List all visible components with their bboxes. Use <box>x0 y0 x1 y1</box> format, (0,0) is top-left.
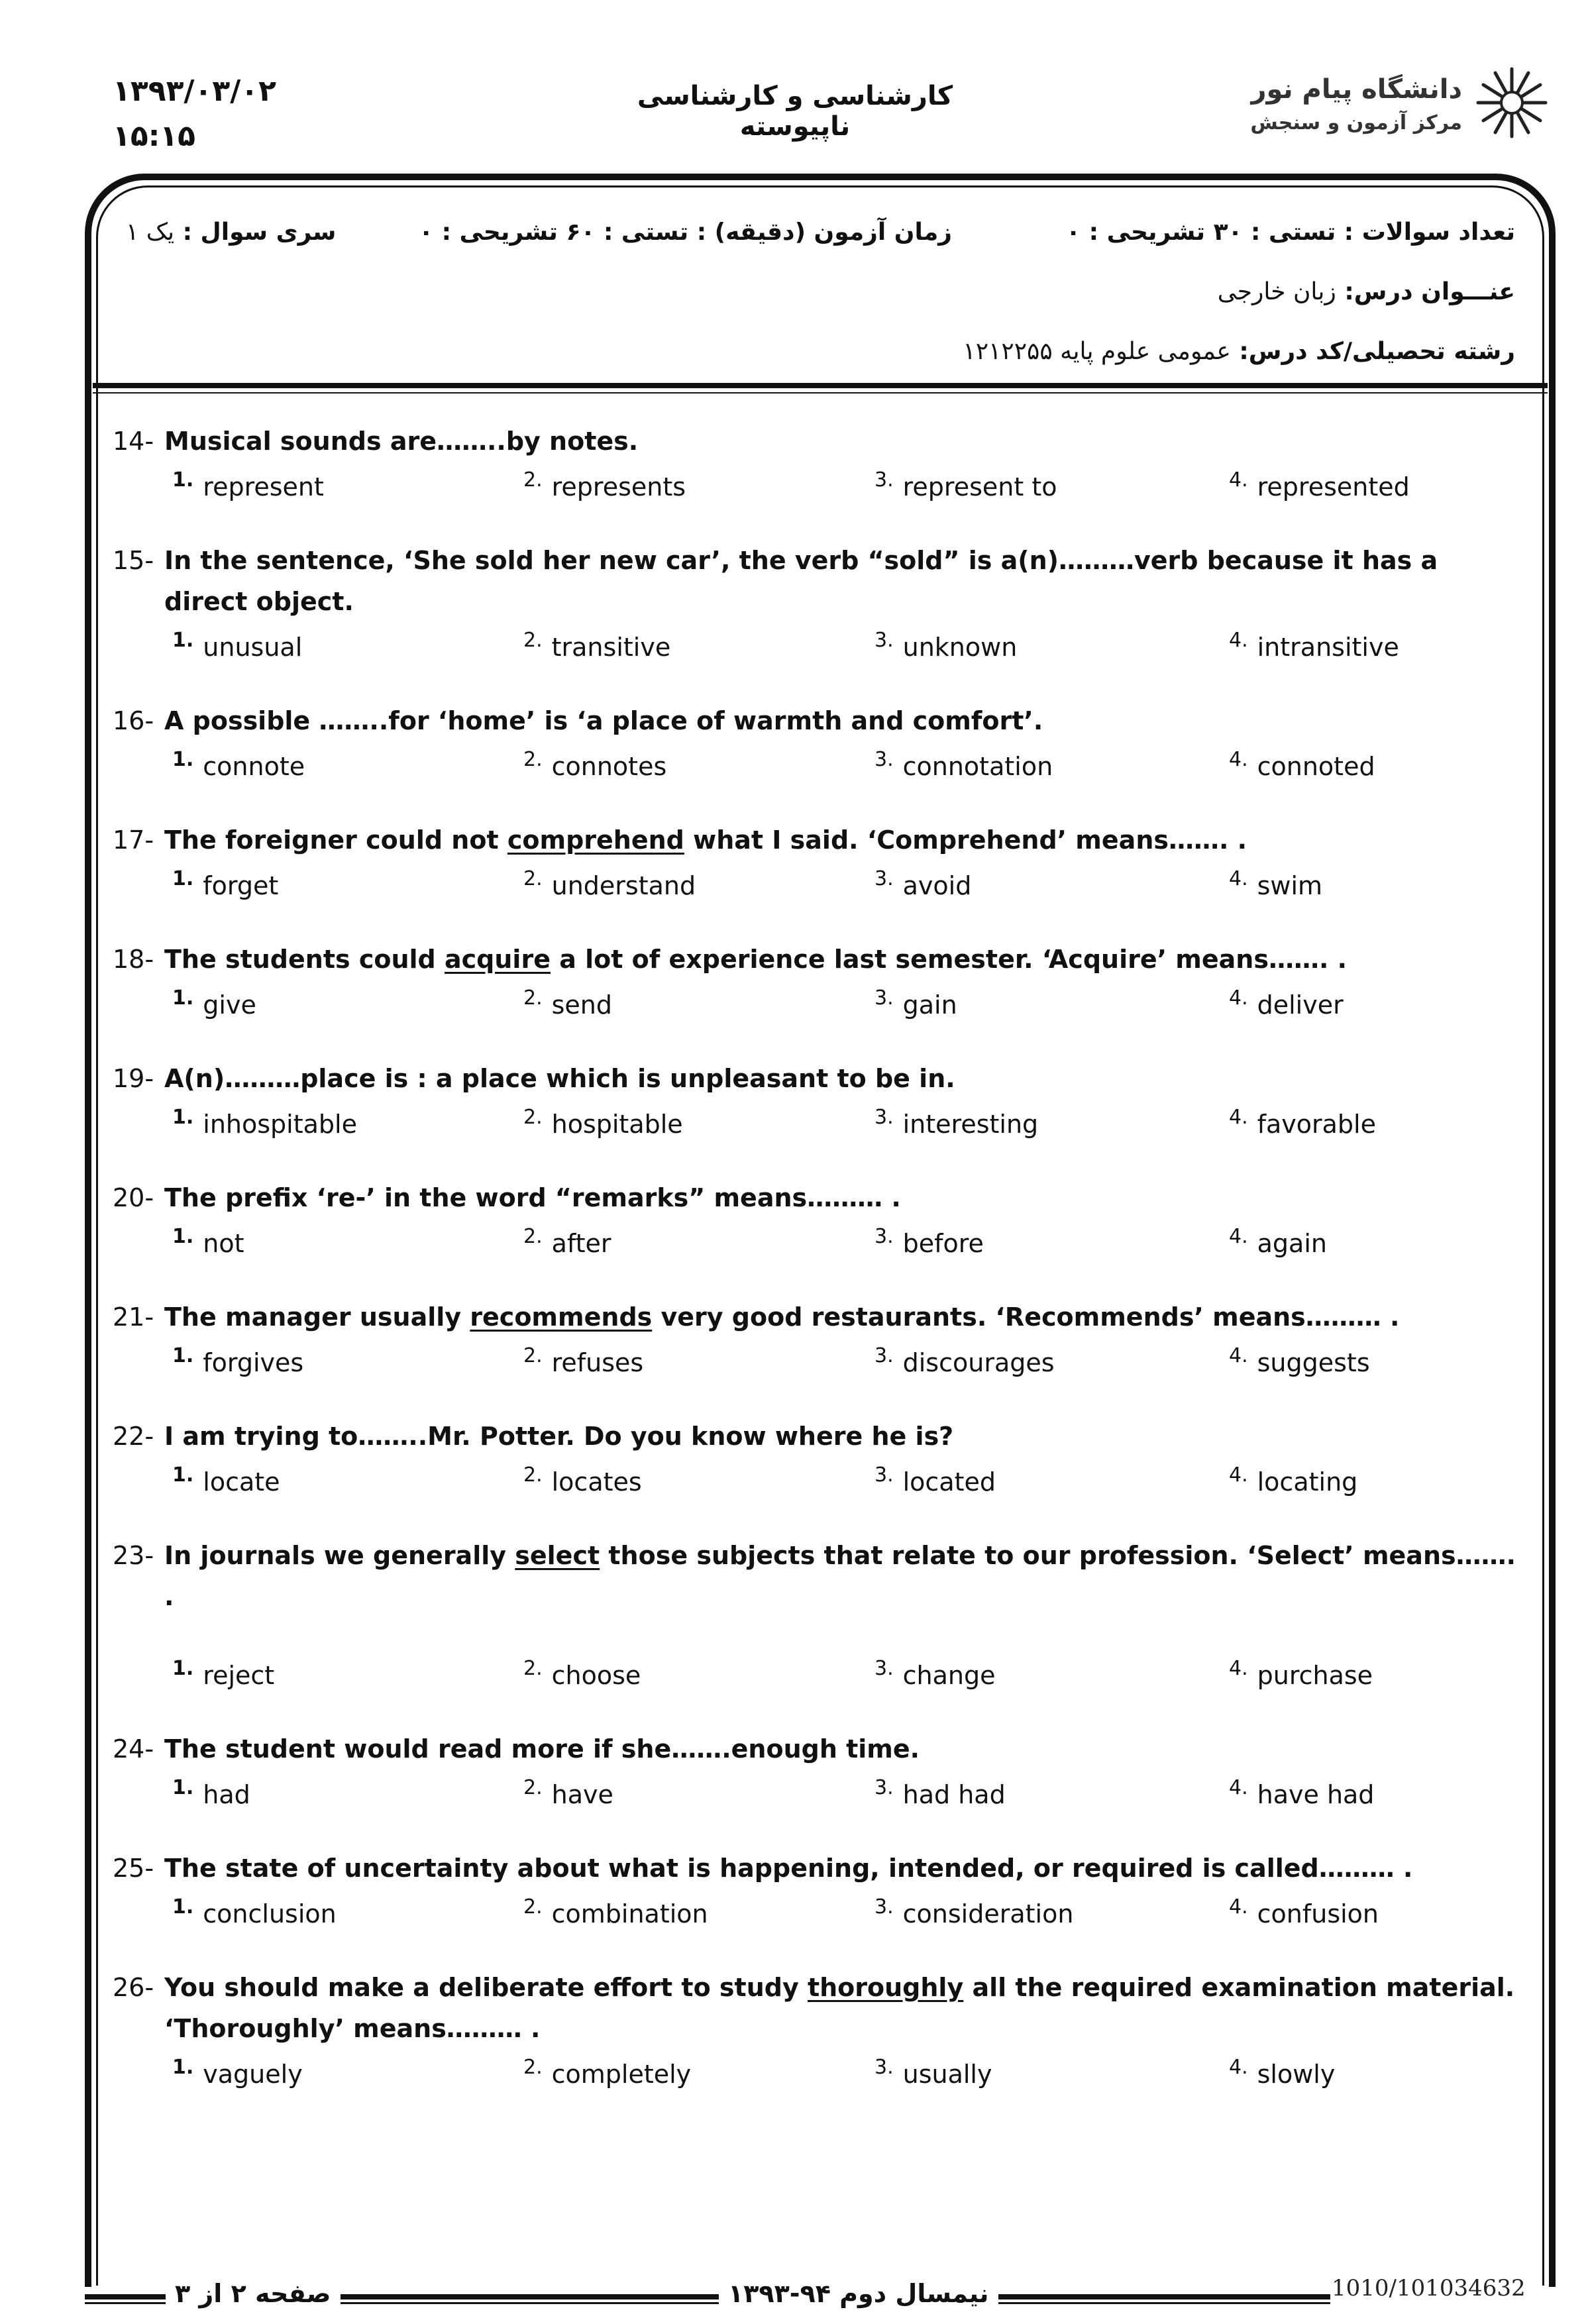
option-number: 1. <box>172 629 194 652</box>
option-number: 4. <box>1229 1657 1248 1680</box>
question-text <box>164 819 1517 861</box>
option-number: 2. <box>523 1225 543 1248</box>
question-text-part: The manager usually <box>164 1302 470 1332</box>
answer-option <box>172 1776 250 1809</box>
university-name: دانشگاه پیام نور <box>1251 74 1462 105</box>
question-text <box>164 939 1517 980</box>
option-number: 3. <box>874 1657 894 1680</box>
option-number: 1. <box>172 867 194 890</box>
option-text: combination <box>551 1899 708 1928</box>
option-text: unknown <box>902 633 1018 662</box>
option-number: 2. <box>523 629 543 652</box>
option-row <box>113 861 1517 919</box>
option-number: 3. <box>874 1225 894 1248</box>
question-stem <box>113 421 1517 462</box>
answer-option <box>172 1225 244 1258</box>
question-text-part: all the required examination material. ‘Thoroughly’ means……… . <box>164 1973 1515 2043</box>
answer-option <box>874 748 1053 781</box>
answer-option <box>523 986 612 1020</box>
option-row <box>113 1338 1517 1396</box>
option-text: choose <box>551 1661 641 1690</box>
option-number: 2. <box>523 2056 543 2079</box>
answer-option <box>523 1463 642 1497</box>
option-number: 4. <box>1229 629 1248 652</box>
option-text: connotation <box>902 752 1053 781</box>
question-number: 21- <box>113 1302 154 1332</box>
question-stem <box>113 819 1517 861</box>
option-text: not <box>203 1229 244 1258</box>
answer-option <box>874 468 1057 502</box>
option-number: 4. <box>1229 867 1248 890</box>
option-number: 1. <box>172 1776 194 1799</box>
exam-date: ۱۳۹۳/۰۳/۰۲ <box>113 74 276 108</box>
question-item <box>113 1177 1517 1296</box>
answer-option <box>523 748 666 781</box>
answer-option <box>172 468 324 502</box>
question-text <box>164 1177 1517 1218</box>
option-number: 4. <box>1229 1106 1248 1129</box>
question-number: 17- <box>113 825 154 855</box>
answer-option <box>172 986 256 1020</box>
option-text: after <box>551 1229 611 1258</box>
option-text: discourages <box>902 1348 1055 1377</box>
option-number: 1. <box>172 2056 194 2079</box>
answer-option <box>523 1895 708 1928</box>
answer-option <box>1229 1344 1370 1377</box>
option-text: consideration <box>902 1899 1074 1928</box>
question-text-part: a lot of experience last semester. ‘Acquire’ means……. . <box>550 945 1348 974</box>
option-number: 4. <box>1229 1776 1248 1799</box>
option-number: 4. <box>1229 1225 1248 1248</box>
answer-option <box>172 629 302 662</box>
answer-option <box>1229 986 1344 1020</box>
page-number: صفحه ۲ از ۳ <box>166 2279 341 2308</box>
underlined-keyword: acquire <box>445 945 551 974</box>
question-item <box>113 1296 1517 1416</box>
question-number: 23- <box>113 1541 154 1570</box>
answer-option <box>523 468 686 502</box>
option-text: vaguely <box>203 2060 303 2089</box>
option-number: 1. <box>172 1463 194 1487</box>
option-text: usually <box>902 2060 992 2089</box>
assessment-center-name: مرکز آزمون و سنجش <box>1250 111 1462 134</box>
option-number: 2. <box>523 986 543 1010</box>
option-text: represent to <box>902 472 1057 502</box>
question-text <box>164 1296 1517 1338</box>
option-number: 2. <box>523 1106 543 1129</box>
option-number: 2. <box>523 1463 543 1487</box>
option-row <box>113 980 1517 1038</box>
option-number: 2. <box>523 1776 543 1799</box>
option-number: 2. <box>523 1657 543 1680</box>
option-number: 2. <box>523 867 543 890</box>
option-text: suggests <box>1257 1348 1370 1377</box>
question-number: 22- <box>113 1422 154 1451</box>
question-text-part: In journals we generally <box>164 1541 515 1570</box>
option-number: 1. <box>172 748 194 771</box>
answer-option <box>172 1106 357 1139</box>
answer-option <box>1229 468 1410 502</box>
question-item <box>113 819 1517 939</box>
question-item <box>113 1967 1517 2127</box>
answer-option <box>172 2056 303 2089</box>
option-row <box>113 1099 1517 1157</box>
option-row <box>113 1889 1517 1947</box>
option-text: avoid <box>902 871 972 900</box>
answer-option <box>874 1344 1055 1377</box>
answer-option <box>172 748 305 781</box>
option-text: give <box>203 990 256 1020</box>
option-number: 4. <box>1229 986 1248 1010</box>
question-stem <box>113 1416 1517 1457</box>
option-text: send <box>551 990 613 1020</box>
question-text-part: The student would read more if she…….enough time. <box>164 1734 920 1764</box>
answer-option <box>874 1776 1006 1809</box>
question-number: 24- <box>113 1734 154 1764</box>
answer-option <box>874 1895 1073 1928</box>
answer-option <box>874 1657 995 1690</box>
question-text-part: A(n)………place is : a place which is unpleasant to be in. <box>164 1064 955 1093</box>
question-text-part: I am trying to……..Mr. Potter. Do you know where he is? <box>164 1422 954 1451</box>
question-text-part: The prefix ‘re-’ in the word “remarks” means……… . <box>164 1183 901 1212</box>
option-number: 4. <box>1229 468 1248 492</box>
option-text: locate <box>203 1467 280 1497</box>
option-text: favorable <box>1257 1110 1376 1139</box>
option-number: 3. <box>874 748 894 771</box>
option-number: 3. <box>874 629 894 652</box>
option-number: 4. <box>1229 2056 1248 2079</box>
option-number: 4. <box>1229 1344 1248 1367</box>
option-text: confusion <box>1257 1899 1379 1928</box>
option-number: 1. <box>172 1895 194 1919</box>
option-number: 1. <box>172 1106 194 1129</box>
option-text: hospitable <box>551 1110 683 1139</box>
question-text <box>164 700 1517 741</box>
question-text <box>164 1848 1517 1889</box>
answer-option <box>172 1344 303 1377</box>
exam-time: ۱۵:۱۵ <box>113 119 196 153</box>
option-text: connotes <box>551 752 667 781</box>
option-text: locates <box>551 1467 642 1497</box>
option-text: have had <box>1257 1780 1375 1809</box>
option-text: gain <box>902 990 957 1020</box>
answer-option <box>523 2056 691 2089</box>
option-number: 4. <box>1229 1463 1248 1487</box>
question-number: 20- <box>113 1183 154 1212</box>
option-row <box>113 2049 1517 2107</box>
question-item <box>113 1848 1517 1967</box>
field-and-course-code: رشته تحصیلی/کد درس: عمومی علوم پایه ۱۲۱۲۲۵۵ <box>963 338 1515 365</box>
question-text <box>164 1058 1517 1099</box>
option-text: locating <box>1257 1467 1358 1497</box>
answer-option <box>172 1895 337 1928</box>
option-number: 3. <box>874 1344 894 1367</box>
option-row <box>113 622 1517 680</box>
semester-label: نیمسال دوم ۹۴-۱۳۹۳ <box>719 2279 998 2308</box>
question-stem <box>113 1848 1517 1889</box>
answer-option <box>1229 1463 1357 1497</box>
question-text-part: what I said. ‘Comprehend’ means……. . <box>684 825 1247 855</box>
option-number: 3. <box>874 2056 894 2079</box>
option-row <box>113 1457 1517 1515</box>
option-text: slowly <box>1257 2060 1336 2089</box>
question-number: 25- <box>113 1854 154 1883</box>
answer-option <box>1229 867 1322 900</box>
answer-option <box>1229 629 1399 662</box>
course-title: عنـــوان درس: زبان خارجی <box>1217 278 1515 305</box>
option-number: 4. <box>1229 748 1248 771</box>
option-number: 2. <box>523 468 543 492</box>
option-text: again <box>1257 1229 1327 1258</box>
answer-option <box>523 629 670 662</box>
option-text: connoted <box>1257 752 1375 781</box>
answer-option <box>1229 748 1375 781</box>
question-stem <box>113 1535 1517 1617</box>
answer-option <box>1229 2056 1335 2089</box>
option-text: transitive <box>551 633 671 662</box>
answer-option <box>874 986 957 1020</box>
option-text: completely <box>551 2060 692 2089</box>
option-number: 3. <box>874 1776 894 1799</box>
answer-option <box>523 1657 641 1690</box>
option-number: 3. <box>874 1106 894 1129</box>
underlined-keyword: select <box>515 1541 600 1570</box>
option-row <box>113 1769 1517 1828</box>
option-text: purchase <box>1257 1661 1373 1690</box>
option-number: 3. <box>874 867 894 890</box>
question-item <box>113 421 1517 540</box>
question-number: 26- <box>113 1973 154 2002</box>
question-text-part: The students could <box>164 945 445 974</box>
option-text: forget <box>203 871 279 900</box>
question-stem <box>113 1058 1517 1099</box>
question-item <box>113 540 1517 700</box>
option-text: before <box>902 1229 984 1258</box>
option-row <box>113 1218 1517 1277</box>
option-row <box>113 741 1517 800</box>
answer-option <box>172 1657 274 1690</box>
option-text: conclusion <box>203 1899 337 1928</box>
option-number: 2. <box>523 748 543 771</box>
question-item <box>113 939 1517 1058</box>
answer-option <box>1229 1106 1376 1139</box>
option-text: deliver <box>1257 990 1344 1020</box>
option-row <box>113 1650 1517 1709</box>
question-list <box>113 421 1517 2127</box>
question-text <box>164 540 1517 622</box>
answer-option <box>172 867 278 900</box>
answer-option <box>523 867 696 900</box>
option-text: understand <box>551 871 696 900</box>
option-number: 3. <box>874 1895 894 1919</box>
university-logo-icon <box>1475 66 1548 139</box>
option-number: 4. <box>1229 1895 1248 1919</box>
question-text-part: very good restaurants. ‘Recommends’ means……… . <box>652 1302 1400 1332</box>
question-text-part: The state of uncertainty about what is happening, intended, or required is called……… . <box>164 1854 1413 1883</box>
option-number: 1. <box>172 1225 194 1248</box>
option-text: reject <box>203 1661 275 1690</box>
option-text: represents <box>551 472 686 502</box>
question-number: 16- <box>113 706 154 735</box>
question-stem <box>113 1296 1517 1338</box>
answer-option <box>1229 1895 1379 1928</box>
option-text: interesting <box>902 1110 1039 1139</box>
question-text-part: those subjects that relate to our profession. ‘Select’ means……. . <box>164 1541 1516 1611</box>
option-number: 3. <box>874 1463 894 1487</box>
question-item <box>113 1416 1517 1535</box>
option-number: 3. <box>874 986 894 1010</box>
question-text <box>164 1535 1517 1617</box>
answer-option <box>1229 1776 1374 1809</box>
question-text <box>164 1728 1517 1769</box>
answer-option <box>523 1225 611 1258</box>
question-item <box>113 1535 1517 1728</box>
question-number: 18- <box>113 945 154 974</box>
question-stem <box>113 700 1517 741</box>
question-text-part: In the sentence, ‘She sold her new car’, the verb “sold” is a(n)………verb because it has a direct object. <box>164 546 1438 616</box>
option-number: 2. <box>523 1344 543 1367</box>
option-number: 3. <box>874 468 894 492</box>
question-stem <box>113 1728 1517 1769</box>
question-number: 14- <box>113 427 154 456</box>
option-text: represent <box>203 472 324 502</box>
option-number: 1. <box>172 1344 194 1367</box>
answer-option <box>523 1106 683 1139</box>
option-number: 2. <box>523 1895 543 1919</box>
question-item <box>113 700 1517 819</box>
option-text: had <box>203 1780 250 1809</box>
question-text-part: A possible ……..for ‘home’ is ‘a place of warmth and comfort’. <box>164 706 1043 735</box>
underlined-keyword: recommends <box>470 1302 653 1332</box>
option-text: located <box>902 1467 996 1497</box>
option-text: change <box>902 1661 996 1690</box>
question-stem <box>113 1967 1517 2049</box>
question-number: 15- <box>113 546 154 575</box>
option-text: inhospitable <box>203 1110 357 1139</box>
answer-option <box>874 629 1017 662</box>
question-text-part: You should make a deliberate effort to study <box>164 1973 808 2002</box>
answer-option <box>172 1463 280 1497</box>
underlined-keyword: thoroughly <box>807 1973 964 2002</box>
exam-duration: زمان آزمون (دقیقه) : تستی : ۶۰ تشریحی : ۰ <box>419 219 952 246</box>
option-text: had had <box>902 1780 1006 1809</box>
underlined-keyword: comprehend <box>507 825 684 855</box>
option-text: refuses <box>551 1348 644 1377</box>
option-text: forgives <box>203 1348 304 1377</box>
info-divider <box>93 383 1548 388</box>
option-number: 1. <box>172 986 194 1010</box>
option-text: intransitive <box>1257 633 1399 662</box>
option-text: unusual <box>203 633 303 662</box>
option-text: connote <box>203 752 305 781</box>
degree-title: کارشناسی و کارشناسی ناپیوسته <box>637 81 953 142</box>
question-number: 19- <box>113 1064 154 1093</box>
option-number: 1. <box>172 468 194 492</box>
option-number: 1. <box>172 1657 194 1680</box>
answer-option <box>874 2056 992 2089</box>
question-text <box>164 1416 1517 1457</box>
question-stem <box>113 939 1517 980</box>
exam-code: 1010/101034632 <box>1332 2275 1526 2301</box>
option-text: swim <box>1257 871 1323 900</box>
answer-option <box>874 1463 996 1497</box>
question-count: تعداد سوالات : تستی : ۳۰ تشریحی : ۰ <box>1066 219 1515 246</box>
question-text-part: The foreigner could not <box>164 825 507 855</box>
question-text <box>164 1967 1517 2049</box>
question-stem <box>113 540 1517 622</box>
answer-option <box>523 1776 613 1809</box>
question-series: سری سوال : یک ۱ <box>126 219 337 246</box>
question-text <box>164 421 1517 462</box>
answer-option <box>874 1106 1038 1139</box>
answer-option <box>874 867 971 900</box>
question-stem <box>113 1177 1517 1218</box>
option-text: have <box>551 1780 613 1809</box>
question-text-part: Musical sounds are……..by notes. <box>164 427 639 456</box>
answer-option <box>523 1344 643 1377</box>
answer-option <box>1229 1657 1373 1690</box>
answer-option <box>874 1225 984 1258</box>
answer-option <box>1229 1225 1327 1258</box>
option-text: represented <box>1257 472 1410 502</box>
info-divider-thin <box>93 392 1548 394</box>
question-item <box>113 1728 1517 1848</box>
question-item <box>113 1058 1517 1177</box>
option-row <box>113 462 1517 520</box>
